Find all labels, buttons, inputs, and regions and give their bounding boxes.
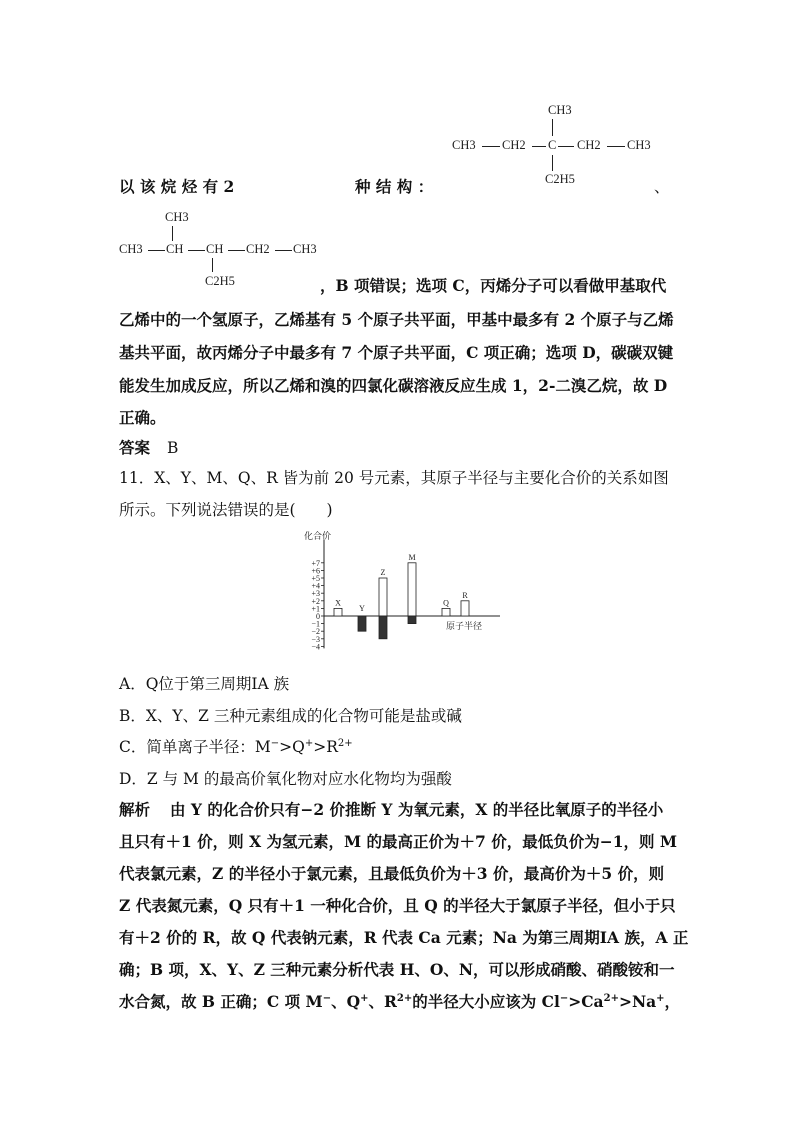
question-11-line-2: 所示。下列说法错误的是( ) [119, 501, 333, 519]
text-line-6: 正确。 [119, 408, 166, 427]
answer-value: B [167, 439, 179, 457]
explanation-line-1: 由 Y 的化合价只有−2 价推断 Y 为氧元素，X 的半径比氧原子的半径小 [170, 800, 664, 819]
bar-label-m: M [408, 552, 416, 562]
text-line-4: 基共平面，故丙烯分子中最多有 7 个原子共平面，C 项正确；选项 D，碳碳双键 [119, 343, 674, 362]
explanation-line-4: Z 代表氮元素，Q 只有＋1 一种化合价，且 Q 的半径大于氯原子半径，但小于只 [119, 896, 676, 915]
bar-x-positive [334, 608, 342, 616]
y-tick-label: −1 [311, 619, 320, 629]
struct1-atom-4: CH2 [577, 138, 601, 152]
struct1-atom-5: CH3 [627, 138, 651, 152]
option-d: D．Z 与 M 的最高价氧化物对应水化物均为强酸 [119, 770, 452, 788]
bond [558, 146, 574, 147]
bar-z-positive [379, 578, 387, 616]
option-c: C．简单离子半径：$M^->Q^+>R^{2+}$ [119, 738, 353, 756]
struct2-atom-2: CH [166, 242, 184, 256]
y-tick-label: +1 [311, 604, 320, 614]
y-tick-label: −4 [311, 642, 320, 652]
text-line-3: 乙烯中的一个氢原子，乙烯基有 5 个原子共平面，甲基中最多有 2 个原子与乙烯 [119, 310, 674, 329]
bond [552, 119, 553, 136]
text-line-1c: 、 [654, 178, 670, 196]
text-line-2: ，B 项错误；选项 C，丙烯分子可以看做甲基取代 [320, 276, 667, 295]
bond [212, 258, 213, 272]
answer-label: 答案 [119, 438, 151, 457]
option-a: A．Q位于第三周期ⅠA 族 [119, 675, 290, 693]
text-line-1b: 种 结 构 ： [355, 177, 434, 196]
y-tick-label: +6 [311, 566, 320, 576]
bond [552, 155, 553, 171]
y-axis-label: 化合价 [304, 531, 332, 541]
bar-label-z: Z [380, 568, 386, 577]
y-tick-label: +7 [311, 558, 320, 568]
bar-m-positive [408, 563, 416, 616]
y-tick-label: +2 [311, 596, 320, 606]
struct1-atom-1: CH3 [452, 138, 476, 152]
bond [148, 250, 165, 251]
bond [275, 250, 292, 251]
bar-z-negative [379, 616, 387, 639]
text-line-5: 能发生加成反应，所以乙烯和溴的四氯化碳溶液反应生成 1，2-二溴乙烷，故 D [119, 376, 668, 395]
bar-label-q: Q [443, 598, 449, 608]
y-tick-label: +4 [311, 581, 320, 591]
bar-label-r: R [462, 590, 468, 600]
explanation-line-2: 且只有＋1 价，则 X 为氢元素，M 的最高正价为＋7 价，最低负价为−1，则 M [119, 832, 678, 851]
struct2-atom-3: CH [206, 242, 224, 256]
explanation-label: 解析 [119, 800, 151, 819]
y-tick-label: 0 [316, 612, 320, 621]
struct2-atom-1: CH3 [119, 242, 143, 256]
explanation-line-6: 确；B 项，X、Y、Z 三种元素分析代表 H、O、N，可以形成硝酸、硝酸铵和一 [119, 960, 675, 979]
text-line-1a: 以 该 烷 烃 有 2 [119, 177, 235, 196]
bar-y-negative [358, 616, 366, 631]
question-11-line-1: 11．X、Y、M、Q、R 皆为前 20 号元素，其原子半径与主要化合价的关系如图 [119, 469, 669, 487]
struct2-top: CH3 [165, 210, 189, 224]
bar-label-y: Y [359, 604, 365, 613]
bond [172, 226, 173, 241]
struct1-atom-2: CH2 [502, 138, 526, 152]
struct1-atom-3: C [548, 138, 557, 152]
option-b: B．X、Y、Z 三种元素组成的化合物可能是盐或碱 [119, 707, 462, 725]
bar-label-x: X [335, 598, 341, 608]
y-tick-label: +3 [311, 589, 320, 599]
explanation-line-7: 水合氮，故 B 正确；C 项 M−、Q+、$R^{2+}$的半径大小应该为 $Cl^->Ca^{2+}>Na^+$， [119, 992, 681, 1011]
bar-m-negative [408, 616, 416, 624]
y-tick-label: −3 [311, 634, 320, 644]
bar-r-positive [461, 601, 469, 616]
struct1-bottom: C2H5 [545, 172, 575, 186]
valence-radius-chart [300, 528, 510, 660]
explanation-line-5: 有＋2 价的 R，故 Q 代表钠元素，R 代表 Ca 元素；Na 为第三周期ⅠA 族，A 正 [119, 928, 689, 947]
explanation-line-3: 代表氯元素，Z 的半径小于氯元素，且最低负价为＋3 价，最高价为＋5 价，则 [119, 864, 665, 883]
bond [228, 250, 245, 251]
struct2-atom-5: CH3 [293, 242, 317, 256]
bond [532, 146, 546, 147]
y-tick-label: −2 [311, 627, 320, 637]
y-tick-label: +5 [311, 574, 320, 583]
struct2-atom-4: CH2 [246, 242, 270, 256]
struct2-bottom: C2H5 [205, 274, 235, 288]
bar-q-positive [442, 608, 450, 616]
bond [607, 146, 625, 147]
bond [188, 250, 205, 251]
struct1-top: CH3 [548, 103, 572, 117]
bond [482, 146, 500, 147]
x-axis-label: 原子半径 [446, 621, 483, 631]
